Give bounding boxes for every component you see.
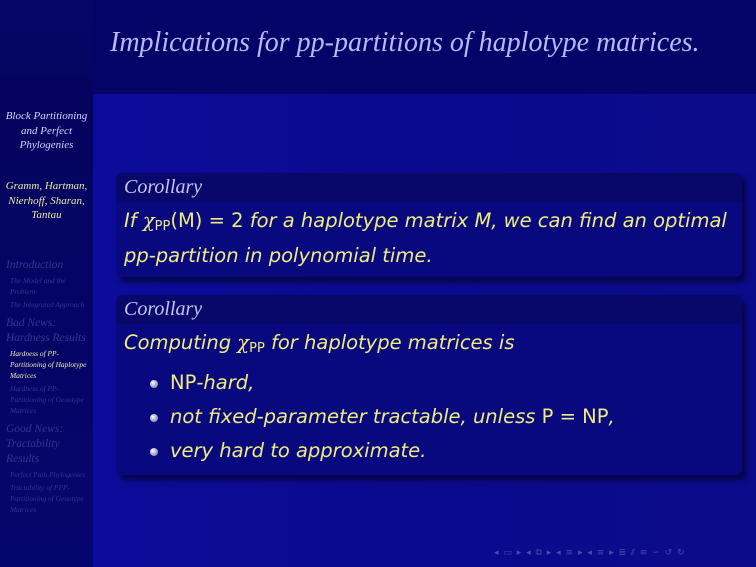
list-item bbox=[148, 434, 734, 468]
item-tail: , bbox=[608, 405, 615, 428]
math-expression: (M) = 2 bbox=[170, 209, 244, 232]
intro-pre: Computing bbox=[124, 331, 238, 354]
talk-title[interactable]: Block Partitioning and Perfect Phylogenies bbox=[5, 110, 88, 152]
sidebar-subsection-perfect-path[interactable]: Perfect Path Phylogenies bbox=[10, 470, 86, 479]
corollary-intro bbox=[124, 328, 734, 363]
corollary-block-1 bbox=[116, 173, 742, 277]
item-text: very hard to approximate. bbox=[170, 439, 427, 462]
math-p-equals-np: P = NP bbox=[541, 405, 609, 428]
chi-subscript: PP bbox=[249, 341, 265, 356]
corollary-block-2 bbox=[116, 295, 742, 475]
sidebar-section-introduction[interactable]: Introduction bbox=[6, 259, 64, 271]
corollary-text bbox=[124, 206, 734, 270]
sidebar-subsection-hardness-haplotype[interactable]: Hardness of PP-Partitioning of Haplotype Matrices bbox=[10, 349, 87, 380]
talk-authors[interactable]: Gramm, Hartman, Nierhoff, Sharan, Tantau bbox=[5, 180, 88, 222]
bullet-icon bbox=[150, 380, 158, 388]
block-body bbox=[116, 202, 742, 277]
list-item bbox=[148, 366, 734, 400]
block-title: Corollary bbox=[116, 173, 742, 202]
block-body bbox=[116, 324, 742, 475]
sidebar-section-bad-news[interactable]: Bad News: Hardness Results bbox=[6, 317, 86, 344]
chi-symbol: χ bbox=[142, 209, 155, 232]
list-item bbox=[148, 400, 734, 434]
beamer-navigation-symbols[interactable]: ◂ ▭ ▸ ◂ ⧉ ▸ ◂ ≡ ▸ ◂ ≡ ▸ ≣ ⫽ ≡ ∽ ↺ ↻ bbox=[494, 548, 686, 558]
block-title: Corollary bbox=[116, 295, 742, 324]
item-text: -hard, bbox=[196, 371, 255, 394]
frame-title: Implications for pp-partitions of haplotype matrices. bbox=[110, 27, 700, 58]
sidebar bbox=[0, 0, 93, 567]
chi-subscript: PP bbox=[154, 219, 171, 234]
corollary-text-pre: If bbox=[124, 209, 143, 232]
bullet-icon bbox=[150, 448, 158, 456]
math-np: NP bbox=[170, 371, 197, 394]
sidebar-section-good-news[interactable]: Good News: Tractability Results bbox=[6, 423, 64, 465]
item-text: not fixed-parameter tractable, unless bbox=[170, 405, 542, 428]
sidebar-navigation bbox=[6, 258, 90, 515]
bullet-icon bbox=[150, 414, 158, 422]
chi-symbol: χ bbox=[237, 331, 250, 354]
hardness-list bbox=[124, 366, 734, 468]
sidebar-subsection-tractability[interactable]: Tractability of PPP-Partitioning of Genotype Matrices bbox=[10, 483, 84, 514]
corollary-text-post: for a haplotype matrix M, we can find an optimal pp-partition in polynomial time. bbox=[124, 209, 727, 267]
sidebar-subsection-integrated-approach[interactable]: The Integrated Approach bbox=[10, 300, 85, 309]
sidebar-subsection-hardness-genotype[interactable]: Hardness of PP-Partitioning of Genotype Matrices bbox=[10, 384, 84, 415]
intro-post: for haplotype matrices is bbox=[264, 331, 515, 354]
sidebar-subsection-model[interactable]: The Model and the Problem bbox=[10, 276, 66, 296]
